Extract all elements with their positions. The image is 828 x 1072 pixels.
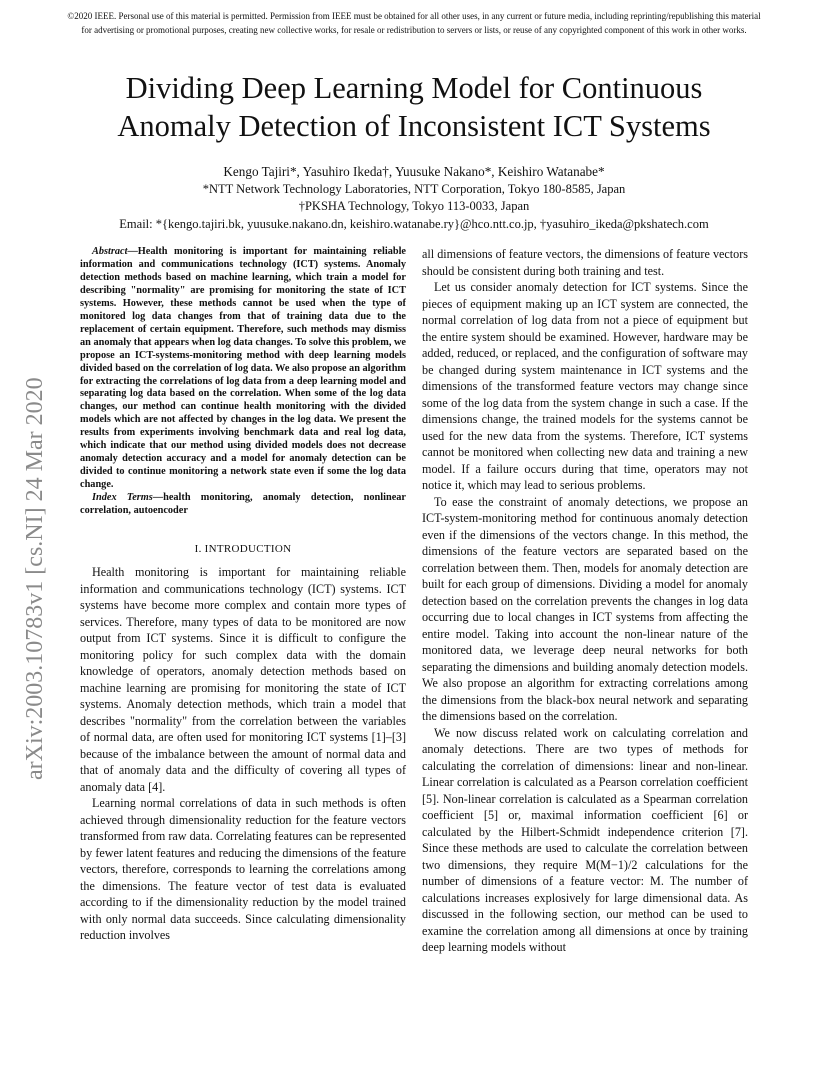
index-terms-label: Index Terms: [92, 492, 153, 504]
left-column: [80, 246, 406, 944]
intro-paragraph-2: Learning normal correlations of data in such methods is often achieved through dimensionality reduction for the feature vectors transformed from raw data. Correlating features can be represented by fewer latent features and reducing the dimensions of the feature vectors, therefore, corresponds to learning the correlations among the dimensions. The feature vector of test data is evaluated according to if the dimensionality reduction by the model trained with only normal data succeeds. Since calculating dimensionality reduction involves: [80, 796, 406, 943]
right-paragraph-1: Let us consider anomaly detection for ICT systems. Since the pieces of equipment making up an ICT system are connected, the normal correlation of log data from not a piece of equipment but the entire system should be examined. However, hardware may be added, reduced, or replaced, and the configuration of software may be changed during system maintenance in ICT systems and the dimensions of the transformed feature vectors may change since some of the log data from the system change in such a case. If the dimensions change, the trained models for the systems cannot be used for the new data from the systems. Therefore, ICT systems cannot be monitored when collecting new data and training a new model. If a failure occurs during that time, operators may not notice it, which may lead to serious problems.: [422, 280, 748, 492]
section-heading-introduction: I. INTRODUCTION: [194, 543, 292, 556]
intro-paragraph-1: Health monitoring is important for maintaining reliable information and communications technology (ICT) systems. ICT systems have become more complex and contain more types of services. Therefore, many types of data to be monitored are now output from ICT systems. Since it is difficult to configure the monitoring policy for such complex data with the domain knowledge of operators, anomaly detection methods based on machine learning are promising for monitoring the state of ICT systems. Anomaly detection methods, which train a model that describes "normality" from the correlation between the variables of normal data, are often used for monitoring ICT systems [1]–[3] because of the imbalance between the amount of normal data and that of anomaly data and the difficulty of covering all types of anomaly data [4].: [80, 565, 406, 794]
copyright-notice: [30, 9, 798, 37]
author-emails: Email: *{kengo.tajiri.bk, yuusuke.nakano.dn, keishiro.watanabe.ry}@hco.ntt.co.jp, †yasuhiro_ikeda@pkshatech.com: [119, 216, 709, 231]
index-terms: [80, 492, 406, 518]
right-column: [422, 246, 748, 956]
author-names: Kengo Tajiri*, Yasuhiro Ikeda†, Yuusuke Nakano*, Keishiro Watanabe*: [223, 164, 605, 179]
abstract-paragraph: [80, 246, 406, 492]
arxiv-stamp: arXiv:2003.10783v1 [cs.NI] 24 Mar 2020: [22, 377, 48, 780]
affiliation-ntt: *NTT Network Technology Laboratories, NTT Corporation, Tokyo 180-8585, Japan: [202, 181, 626, 196]
right-paragraph-2: To ease the constraint of anomaly detections, we propose an ICT-system-monitoring method for continuous anomaly detection even if the dimensions of the vectors change. In this method, the dimensions of the feature vectors are separated based on the correlation between them. Then, models for anomaly detection are built for each group of dimensions. Dividing a model for anomaly detection based on the correlation prevents the changes in log data occurring due to local changes in ICT systems from affecting the entire model. Taking into account the non-linear nature of the monitored data, we leverage deep neural networks for both separating the dimensions and building anomaly detection models. We also propose an algorithm for extracting correlations among the dimensions from the black-box neural network and separating the dimensions based on the correlation.: [422, 494, 748, 723]
abstract-label: Abstract: [92, 246, 128, 257]
copyright-line-1: ©2020 IEEE. Personal use of this material is permitted. Permission from IEEE must be obtained for all other uses, in any current or future media, including reprinting/republishing this material: [67, 11, 761, 21]
abstract: [80, 246, 406, 518]
right-paragraph-3: We now discuss related work on calculating correlation and anomaly detections. There are two types of methods for calculating the correlation of dimensions: linear and non-linear. Linear correlation is calculated as a Pearson correlation coefficient [5]. Non-linear correlation is calculated as a Spearman correlation coefficient [5] or, maximal information coefficient [6] or calculated by the Hilbert-Schmidt independence criterion [7]. Since these methods are used to calculate the correlation between two dimensions, they require M(M−1)/2 calculations for the number of dimensions of a feature vector: M. The number of calculations increases explosively for large dimensional data. As discussed in the following section, our method can be used to examine the correlation among all dimensions at once by training deep learning models without: [422, 725, 748, 954]
paper-title: [60, 69, 768, 145]
affiliation-pksha: †PKSHA Technology, Tokyo 113-0033, Japan: [298, 199, 530, 213]
title-line-2: Anomaly Detection of Inconsistent ICT Systems: [117, 109, 711, 143]
abstract-text: —Health monitoring is important for maintaining reliable information and communications technology (ICT) systems. Anomaly detection methods based on machine learning, which train a model for describing "normality" are promising for monitoring the state of ICT systems. However, these methods cannot be used when the type of monitored log data changes from that of training data due to the replacement of certain equipment. Therefore, such methods may dismiss an anomaly that appears when log data changes. To solve this problem, we propose an ICT-systems-monitoring method with deep learning models divided based on the correlation of log data. We also propose an algorithm for extracting the correlations of log data from a deep learning model and separating log data based on the correlation. When some of the log data changes, our method can continue health monitoring with the divided models which are not affected by changes in the log data. We present the results from experiments involving benchmark data and real log data, which indicate that our method using divided models does not decrease anomaly detection accuracy and a model for anomaly detection can be divided to continue monitoring a network state even if some the log data change.: [80, 246, 406, 491]
index-terms-text: —health monitoring, anomaly detection, nonlinear correlation, autoencoder: [80, 492, 407, 517]
title-line-1: Dividing Deep Learning Model for Continuous: [125, 71, 703, 105]
author-block: [40, 163, 788, 233]
copyright-line-2: for advertising or promotional purposes, creating new collective works, for resale or redistribution to servers or lists, or reuse of any copyrighted component of this work in other works.: [81, 25, 747, 35]
right-paragraph-0: all dimensions of feature vectors, the dimensions of feature vectors should be consistent during both training and test.: [422, 247, 748, 278]
